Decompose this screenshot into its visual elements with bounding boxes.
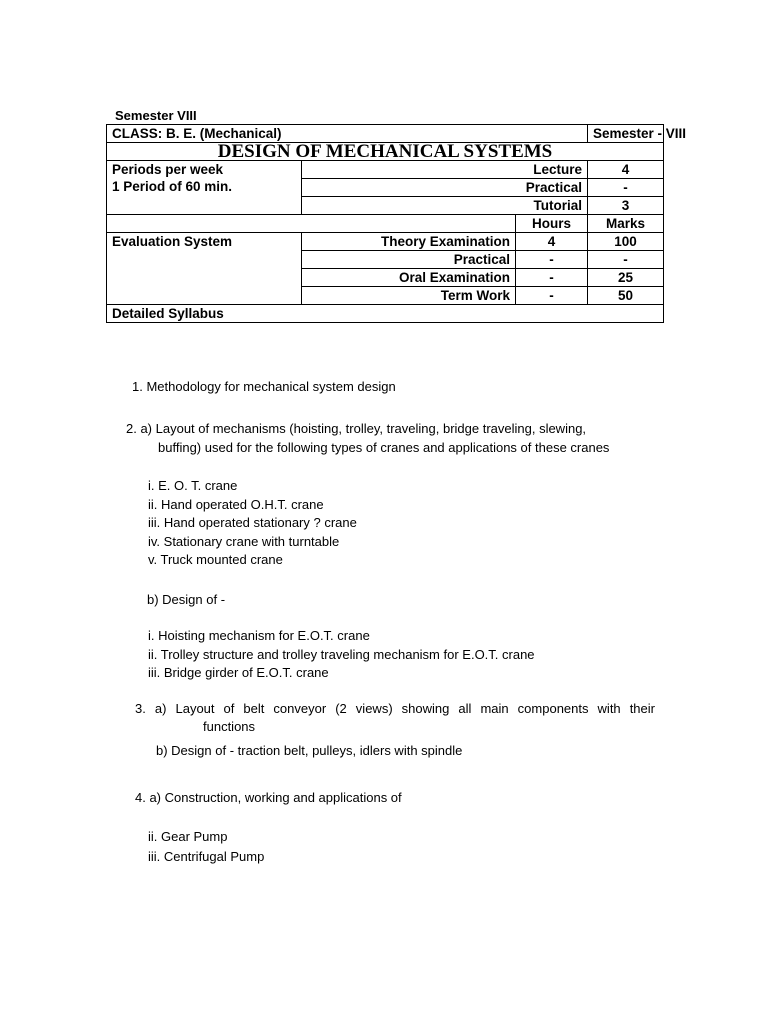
syllabus-item-2b: b) Design of -	[147, 592, 226, 607]
period-value: 4	[588, 161, 664, 179]
title-row	[107, 143, 664, 161]
class-label: CLASS: B. E. (Mechanical)	[107, 125, 588, 143]
syllabus-item-4a: 4. a) Construction, working and applications of	[135, 790, 402, 805]
semester-heading: Semester VIII	[115, 108, 197, 123]
evaluation-hours: -	[516, 269, 588, 287]
class-row	[107, 125, 664, 143]
marks-header: Marks	[588, 215, 664, 233]
evaluation-item-label: Oral Examination	[302, 269, 516, 287]
crane-list-item: i. E. O. T. crane	[148, 478, 238, 493]
period-label: Tutorial	[302, 197, 588, 215]
syllabus-item-2a-line1: 2. a) Layout of mechanisms (hoisting, trolley, traveling, bridge traveling, slewing,	[126, 421, 587, 436]
evaluation-hours: -	[516, 287, 588, 305]
crane-list-item: iv. Stationary crane with turntable	[148, 534, 340, 549]
design-list-item: i. Hoisting mechanism for E.O.T. crane	[148, 628, 370, 643]
pump-list-item: iii. Centrifugal Pump	[148, 849, 265, 864]
syllabus-item-2a-line2: buffing) used for the following types of cranes and applications of these cranes	[158, 440, 610, 455]
period-label: Lecture	[302, 161, 588, 179]
detailed-syllabus-label: Detailed Syllabus	[107, 305, 664, 323]
crane-list-item: v. Truck mounted crane	[148, 552, 283, 567]
design-list-item: ii. Trolley structure and trolley traveling mechanism for E.O.T. crane	[148, 647, 535, 662]
syllabus-item-3b: b) Design of - traction belt, pulleys, idlers with spindle	[156, 743, 463, 758]
empty-cell	[107, 215, 516, 233]
detailed-syllabus-row	[107, 305, 664, 323]
evaluation-hours: -	[516, 251, 588, 269]
crane-list-item: ii. Hand operated O.H.T. crane	[148, 497, 324, 512]
periods-line2: 1 Period of 60 min.	[112, 179, 233, 194]
period-value: 3	[588, 197, 664, 215]
evaluation-marks: 25	[588, 269, 664, 287]
semester-cell: Semester - VIII	[588, 125, 664, 143]
periods-line1: Periods per week	[112, 162, 224, 177]
syllabus-item-1: 1. Methodology for mechanical system design	[132, 379, 396, 394]
pump-list-item: ii. Gear Pump	[148, 829, 228, 844]
evaluation-label: Evaluation System	[107, 233, 302, 305]
hours-marks-header-row	[107, 215, 664, 233]
evaluation-marks: 50	[588, 287, 664, 305]
syllabus-item-3a-line1: 3. a) Layout of belt conveyor (2 views) showing all main components with their	[135, 701, 655, 716]
crane-list-item: iii. Hand operated stationary ? crane	[148, 515, 357, 530]
periods-label	[107, 161, 302, 215]
design-list-item: iii. Bridge girder of E.O.T. crane	[148, 665, 329, 680]
course-table	[106, 124, 687, 323]
hours-header: Hours	[516, 215, 588, 233]
period-value: -	[588, 179, 664, 197]
evaluation-item-label: Term Work	[302, 287, 516, 305]
period-label: Practical	[302, 179, 588, 197]
evaluation-item-label: Theory Examination	[302, 233, 516, 251]
evaluation-marks: 100	[588, 233, 664, 251]
course-title: DESIGN OF MECHANICAL SYSTEMS	[107, 143, 664, 161]
evaluation-row	[107, 233, 664, 251]
evaluation-item-label: Practical	[302, 251, 516, 269]
syllabus-item-3a-line2: functions	[203, 719, 256, 734]
evaluation-hours: 4	[516, 233, 588, 251]
evaluation-marks: -	[588, 251, 664, 269]
period-row	[107, 161, 664, 179]
